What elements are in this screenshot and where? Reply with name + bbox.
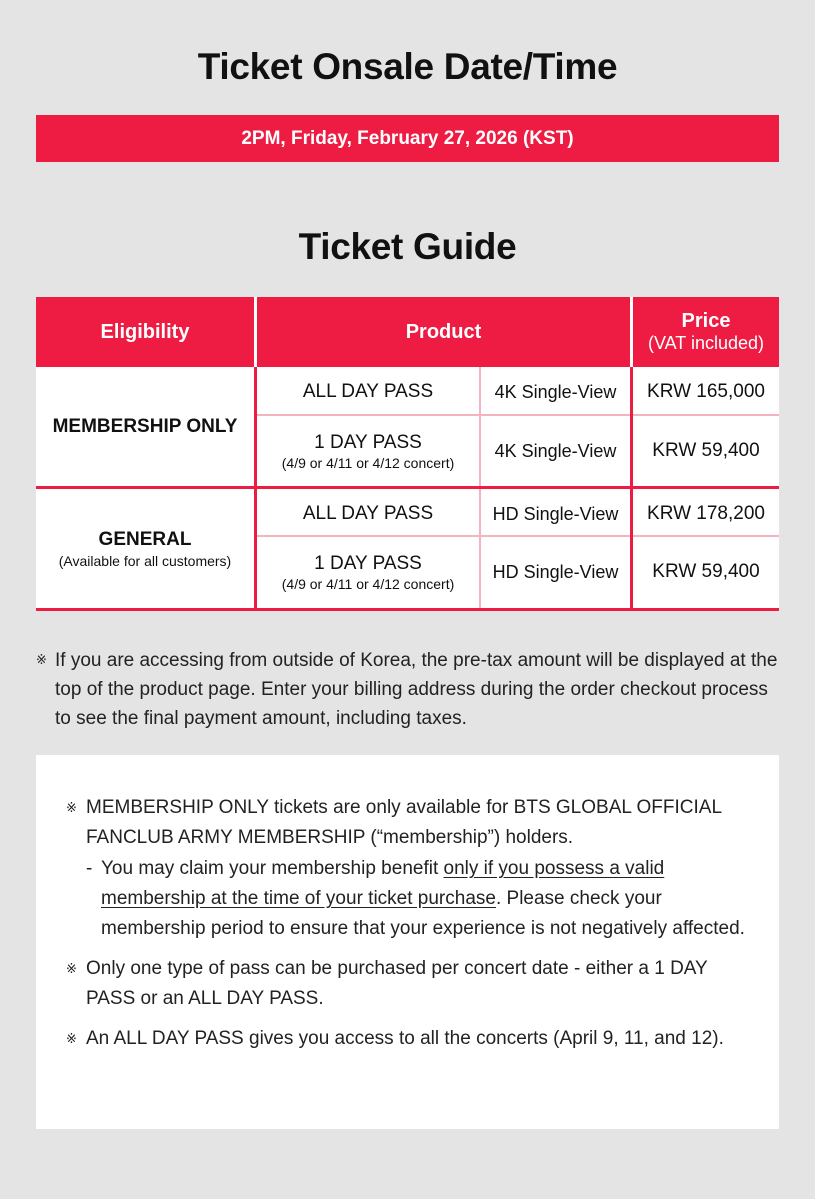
cell-divider [479, 367, 481, 416]
price-value: KRW 178,200 [647, 503, 765, 524]
header-price-label: Price [681, 310, 731, 333]
notes-box [36, 755, 779, 1129]
note-item [66, 954, 749, 1014]
note-text: MEMBERSHIP ONLY tickets are only available for BTS GLOBAL OFFICIAL FANCLUB ARMY MEMBERSHIP (“membership”) holders. [86, 797, 722, 848]
price-value: KRW 59,400 [652, 440, 760, 461]
header-product-label: Product [405, 320, 482, 343]
reference-mark: ※ [66, 961, 77, 976]
eligibility-label: MEMBERSHIP ONLY [52, 416, 238, 437]
price-value: KRW 59,400 [652, 561, 760, 582]
header-eligibility-label: Eligibility [100, 320, 190, 343]
note-subitem [86, 854, 749, 944]
row-divider [633, 414, 779, 416]
header-product [257, 297, 630, 367]
note-item [66, 793, 749, 944]
row-divider [257, 414, 630, 416]
view-type: 4K Single-View [494, 440, 617, 461]
price-cell [633, 416, 779, 486]
price-cell [633, 537, 779, 607]
product-name: ALL DAY PASS [302, 503, 434, 524]
header-divider [630, 297, 633, 367]
header-price-note: (VAT included) [647, 333, 765, 354]
eligibility-label: GENERAL [98, 528, 192, 550]
reference-mark: ※ [66, 1031, 77, 1046]
view-cell [481, 370, 630, 414]
eligibility-note: (Available for all customers) [58, 552, 232, 569]
header-divider [254, 297, 257, 367]
row-divider [257, 535, 630, 537]
product-note: (4/9 or 4/11 or 4/12 concert) [281, 575, 455, 592]
ticket-guide-table [36, 297, 779, 611]
onsale-title: Ticket Onsale Date/Time [197, 46, 618, 87]
cell-divider [479, 537, 481, 608]
product-name: 1 DAY PASS [314, 552, 422, 574]
product-cell [257, 537, 479, 607]
product-name: 1 DAY PASS [314, 431, 422, 453]
note-text: Only one type of pass can be purchased per concert date - either a 1 DAY PASS or an ALL DAY PASS. [86, 958, 708, 1009]
tax-note-text: If you are accessing from outside of Korea, the pre-tax amount will be displayed at the top of the product page. Enter your billing address during the order checkout process to see the final payment amount, including taxes. [55, 650, 778, 729]
cell-divider [479, 416, 481, 486]
guide-title: Ticket Guide [298, 226, 517, 267]
note-item [66, 1024, 749, 1054]
note-text: An ALL DAY PASS gives you access to all the concerts (April 9, 11, and 12). [86, 1028, 724, 1049]
view-cell [481, 493, 630, 535]
header-price [633, 297, 779, 367]
product-cell [257, 416, 479, 486]
view-type: 4K Single-View [494, 381, 617, 402]
row-divider [633, 535, 779, 537]
subitem-text-underlined: only if you possess a valid membership at the time of your ticket purchase [101, 858, 665, 909]
eligibility-general [36, 489, 254, 608]
tax-note [36, 645, 786, 733]
view-cell [481, 537, 630, 607]
column-divider [254, 367, 257, 611]
header-eligibility [36, 297, 254, 367]
reference-mark: ※ [66, 800, 77, 815]
product-cell [257, 370, 479, 414]
product-note: (4/9 or 4/11 or 4/12 concert) [281, 454, 455, 471]
column-divider [630, 367, 633, 611]
eligibility-membership [36, 367, 254, 487]
subitem-text-before: You may claim your membership benefit [101, 858, 444, 879]
price-cell [633, 493, 779, 535]
reference-mark: ※ [36, 652, 47, 667]
view-type: HD Single-View [492, 503, 619, 524]
cell-divider [479, 489, 481, 537]
product-cell [257, 493, 479, 535]
product-name: ALL DAY PASS [302, 381, 434, 402]
subitem-text-after: . Please check your membership period to ensure that your experience is not negatively affected. [101, 888, 745, 939]
view-type: HD Single-View [492, 561, 619, 582]
dash-mark: - [86, 858, 93, 879]
price-value: KRW 165,000 [647, 381, 765, 402]
onsale-datetime-banner [36, 115, 779, 162]
onsale-datetime: 2PM, Friday, February 27, 2026 (KST) [241, 127, 574, 149]
table-bottom-border [36, 608, 779, 611]
price-cell [633, 370, 779, 414]
view-cell [481, 416, 630, 486]
